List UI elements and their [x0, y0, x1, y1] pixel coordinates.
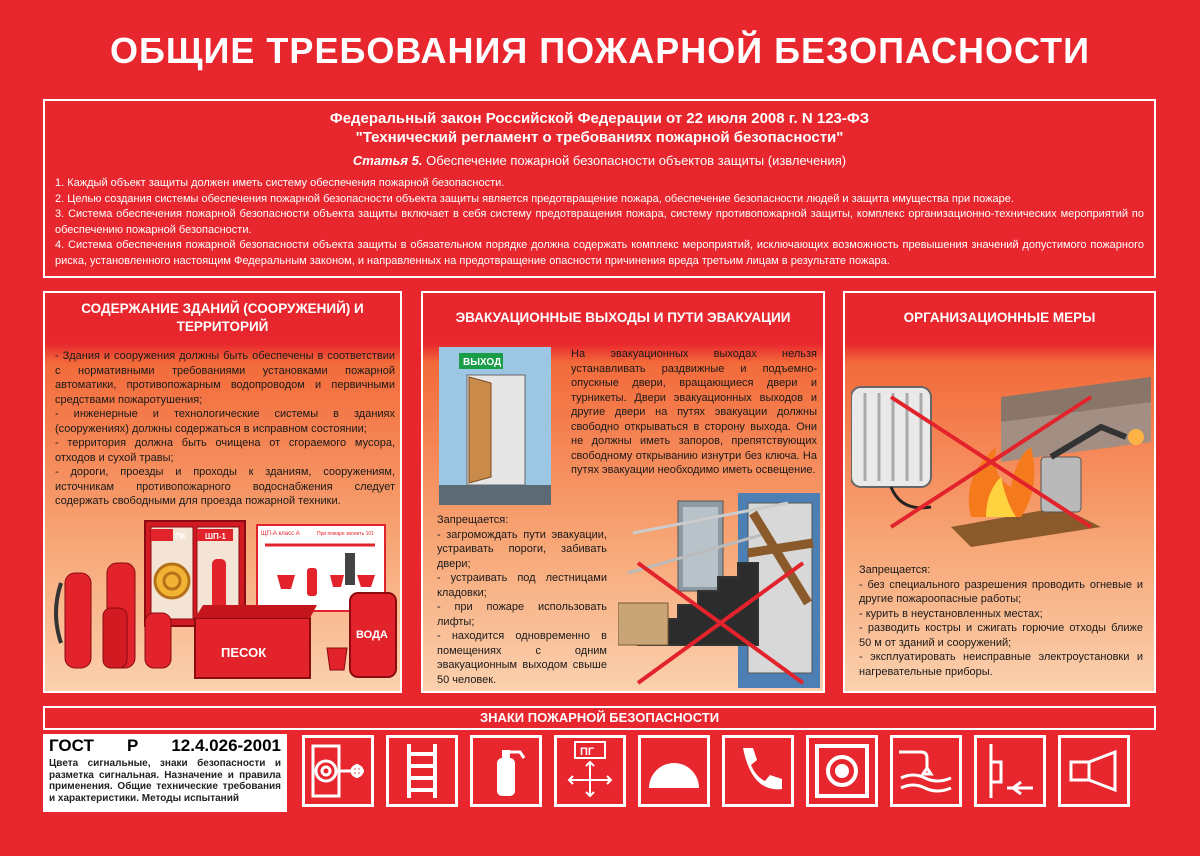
exit-door-illustration	[439, 347, 551, 505]
pk-label: ПК	[175, 532, 186, 541]
panel-organizational-title: ОРГАНИЗАЦИОННЫЕ МЕРЫ	[903, 310, 1096, 325]
panel-evacuation	[421, 291, 825, 693]
gost-title	[49, 736, 281, 756]
list-item: - инженерные и технологические системы в зданиях (сооружениях) должны содержаться в исправном состоянии;	[55, 408, 395, 435]
forbidden-title: Запрещается:	[859, 564, 931, 576]
panel-organizational	[843, 291, 1156, 693]
panel-evacuation-title: ЭВАКУАЦИОННЫЕ ВЫХОДЫ И ПУТИ ЭВАКУАЦИИ	[455, 310, 791, 325]
list-item: - территория должна быть очищена от сгораемого мусора, отходов и сухой травы;	[55, 437, 395, 464]
evacuation-forbidden	[437, 513, 607, 687]
gost-number: 12.4.026-2001	[171, 736, 281, 755]
panel-buildings	[43, 291, 402, 693]
forbidden-fire-illustration	[851, 377, 1151, 552]
signs-title: ЗНАКИ ПОЖАРНОЙ БЕЗОПАСНОСТИ	[43, 706, 1156, 730]
article-title: Обеспечение пожарной безопасности объектов защиты (извлечения)	[426, 153, 847, 168]
hydrant-icon	[554, 735, 626, 807]
law-item: 3. Система обеспечения пожарной безопасности объекта защиты включает в себя систему предотвращения пожара, систему противопожарной защиты, комплекс организационно-технических мероприятий по обеспечению пожарной безопасности.	[55, 208, 1144, 236]
list-item: - эксплуатировать неисправные электроустановки и нагревательные приборы.	[859, 651, 1143, 678]
list-item: - устраивать под лестницами кладовки;	[437, 572, 607, 599]
organizational-forbidden	[859, 563, 1143, 679]
blocked-stairs-illustration	[618, 493, 823, 688]
phone-icon	[722, 735, 794, 807]
pg-label: ПГ	[580, 746, 595, 758]
gost-r: Р	[126, 736, 139, 755]
fire-equipment-illustration	[45, 513, 400, 693]
gost-description: Цвета сигнальные, знаки безопасности и разметка сигнальная. Назначение и правила применения. Общие технические требования и характеристики. Методы испытаний	[49, 758, 281, 804]
list-item: - загромождать пути эвакуации, устраивать пороги, забивать двери;	[437, 528, 607, 570]
law-item: 2. Целью создания системы обеспечения пожарной безопасности объекта защиты является предотвращение пожара, обеспечение безопасности людей и защита имущества при пожаре.	[55, 192, 1014, 205]
board-note: При пожаре звонить 101	[317, 531, 374, 537]
standpipe-icon	[974, 735, 1046, 807]
water-label: ВОДА	[356, 629, 388, 641]
forbidden-title: Запрещается:	[437, 514, 509, 526]
article-label: Статья 5.	[352, 153, 423, 168]
list-item: - находится одновременно в помещениях с одним эвакуационным выходом свыше 50 человек.	[437, 630, 607, 686]
fire-ladder-icon	[386, 735, 458, 807]
board-label: ЩП-А класс А	[261, 531, 300, 537]
fire-alarm-button-icon	[806, 735, 878, 807]
sand-label: ПЕСОК	[221, 645, 267, 660]
siren-icon	[1058, 735, 1130, 807]
list-item: - дороги, проезды и проходы к зданиям, сооружениям, источникам противопожарного водоснабжения следует содержать свободными для проезда пожарной техники.	[55, 466, 395, 507]
gost-label: ГОСТ	[49, 736, 94, 755]
shp-label: ШП-1	[205, 532, 226, 541]
list-item: - Здания и сооружения должны быть обеспечены в соответствии с нормативными требованиями установками пожарной автоматики, противопожарным водопроводом и первичными средствами пожаротушения;	[55, 350, 395, 406]
law-item: 4. Система обеспечения пожарной безопасности объекта защиты в обязательном порядке должна содержать комплекс мероприятий, исключающих возможность превышения значений допустимого пожарного риска, установленного настоящим Федеральным законом, и направленных на предотвращение опасности причинения вреда третьим лицам в результате пожара.	[55, 239, 1144, 267]
gost-box	[43, 734, 287, 812]
list-item: - при пожаре использовать лифты;	[437, 601, 607, 628]
page-title: ОБЩИЕ ТРЕБОВАНИЯ ПОЖАРНОЙ БЕЗОПАСНОСТИ	[109, 30, 1091, 71]
alarm-bell-icon	[638, 735, 710, 807]
list-item: - курить в неустановленных местах;	[859, 607, 1043, 620]
panel-buildings-title: СОДЕРЖАНИЕ ЗДАНИЙ (СООРУЖЕНИЙ) И ТЕРРИТОРИЙ	[81, 301, 364, 334]
law-items	[45, 168, 1154, 269]
list-item: - без специального разрешения проводить огневые и другие пожароопасные работы;	[859, 578, 1143, 605]
law-heading-1: Федеральный закон Российской Федерации от 22 июля 2008 г. N 123-ФЗ	[329, 110, 870, 127]
list-item: - разводить костры и сжигать горючие отходы ближе 50 м от зданий и сооружений;	[859, 622, 1143, 649]
law-item: 1. Каждый объект защиты должен иметь систему обеспечения пожарной безопасности.	[55, 177, 505, 189]
fire-extinguisher-icon	[470, 735, 542, 807]
article-heading	[45, 153, 1154, 168]
law-box	[43, 99, 1156, 278]
evacuation-text: На эвакуационных выходах нельзя устанавливать раздвижные и подъемно-опускные двери, вращающиеся двери и турникеты. Двери эвакуационных выходов и другие двери на путях эвакуации должны свободно открываться в сторону выхода. Они не должны иметь запоров, препятствующих свободному открыванию изнутри без ключа. На путях эвакуации необходимо иметь освещение.	[571, 348, 817, 476]
exit-sign-text: ВЫХОД	[463, 357, 502, 368]
fire-hose-icon	[302, 735, 374, 807]
water-source-icon	[890, 735, 962, 807]
law-heading	[45, 109, 1154, 147]
law-heading-2: "Технический регламент о требованиях пожарной безопасности"	[355, 129, 844, 146]
panel-buildings-text	[55, 349, 395, 509]
